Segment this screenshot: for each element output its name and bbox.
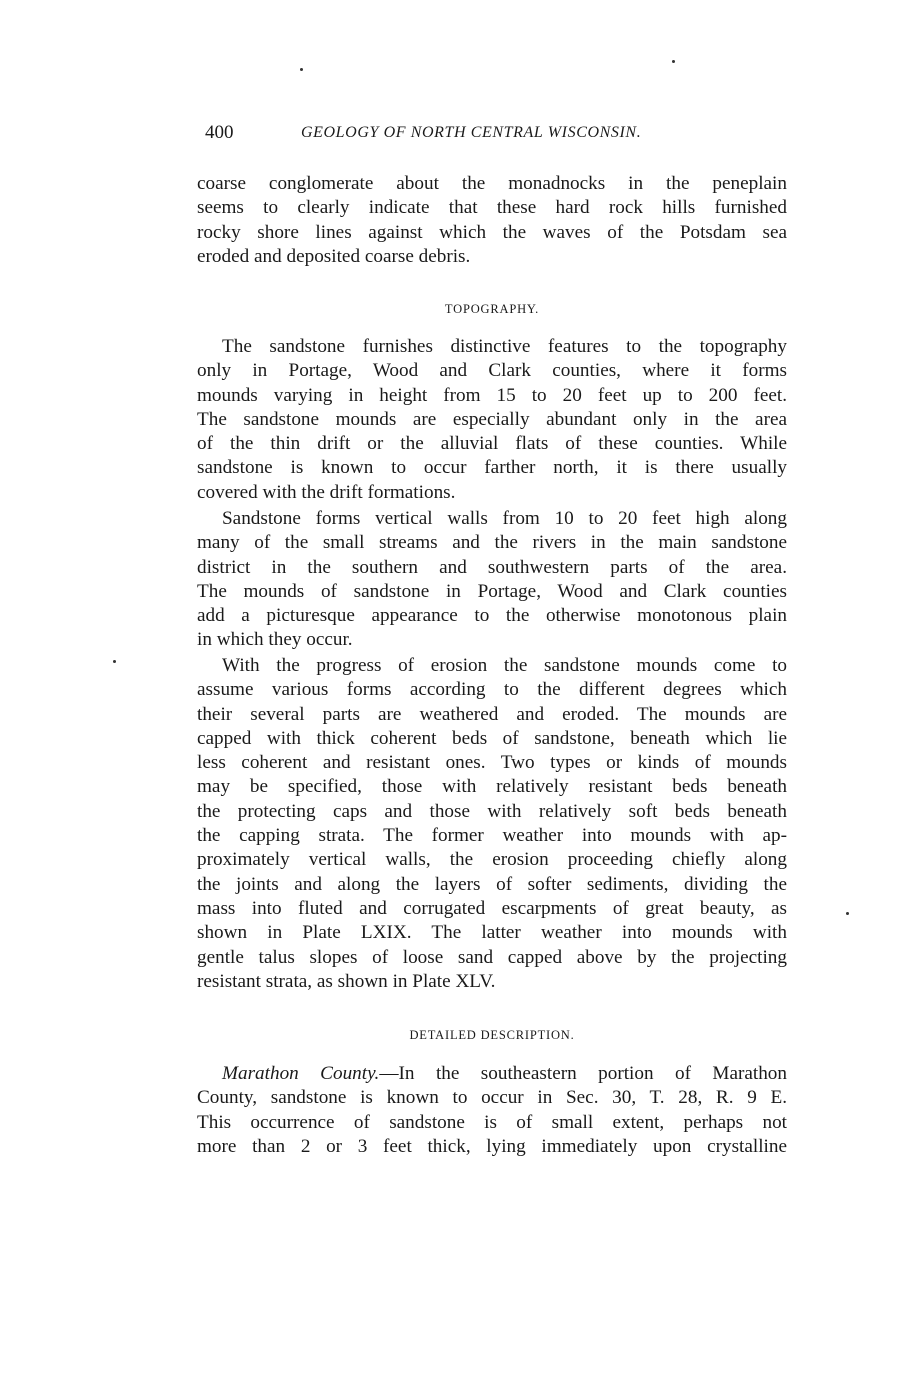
text-line: The sandstone furnishes distinctive features to the topography [222, 336, 787, 357]
page-header [205, 122, 785, 150]
paragraph-intro [197, 172, 787, 269]
text-line: This occurrence of sandstone is of small extent, perhaps not [197, 1111, 787, 1133]
text-line: covered with the drift formations. [197, 481, 456, 503]
text-line: more than 2 or 3 feet thick, lying immediately upon crystalline [197, 1135, 787, 1157]
text-line: sandstone is known to occur farther north, it is there usually [197, 457, 787, 479]
scan-speck [672, 60, 675, 63]
text-line: the capping strata. The former weather into mounds with ap- [197, 825, 787, 847]
text-line: shown in Plate LXIX. The latter weather into mounds with [197, 922, 787, 944]
text-line: their several parts are weathered and eroded. The mounds are [197, 703, 787, 725]
text-line: proximately vertical walls, the erosion proceeding chiefly along [197, 849, 787, 871]
running-title: GEOLOGY OF NORTH CENTRAL WISCONSIN. [301, 124, 642, 141]
text-line: mounds varying in height from 15 to 20 feet up to 200 feet. [197, 384, 787, 406]
text-line: assume various forms according to the different degrees which [197, 679, 787, 701]
paragraph-topography-1 [197, 335, 787, 505]
text-line: resistant strata, as shown in Plate XLV. [197, 970, 496, 992]
text-line: add a picturesque appearance to the otherwise monotonous plain [197, 605, 787, 627]
text-line: seems to clearly indicate that these hard rock hills furnished [197, 197, 787, 219]
section-heading-detailed-description: DETAILED DESCRIPTION. [409, 1028, 575, 1042]
text-line: The sandstone mounds are especially abundant only in the area [197, 408, 787, 430]
text-line [197, 1062, 787, 1086]
paragraph-topography-3 [197, 654, 787, 994]
text-line: less coherent and resistant ones. Two types or kinds of mounds [197, 752, 787, 774]
county-name: Marathon County. [222, 1063, 380, 1084]
text-line: With the progress of erosion the sandstone mounds come to [222, 655, 787, 676]
paragraph-topography-2 [197, 507, 787, 653]
text-line: County, sandstone is known to occur in Sec. 30, T. 28, R. 9 E. [197, 1087, 787, 1109]
page-number: 400 [205, 122, 234, 143]
text-line: the joints and along the layers of softer sediments, dividing the [197, 873, 787, 895]
text-line: Sandstone forms vertical walls from 10 to 20 feet high along [222, 508, 787, 529]
text-line: The mounds of sandstone in Portage, Wood and Clark counties [197, 580, 787, 602]
text-line: eroded and deposited coarse debris. [197, 245, 471, 267]
text-line: coarse conglomerate about the monadnocks in the peneplain [197, 173, 787, 194]
text-line: mass into fluted and corrugated escarpments of great beauty, as [197, 897, 787, 919]
text-line: of the thin drift or the alluvial flats of these counties. While [197, 433, 787, 455]
scan-speck [846, 912, 849, 915]
text-line: in which they occur. [197, 629, 353, 651]
text-run: —In the southeastern portion of Marathon [379, 1063, 787, 1084]
scan-speck [113, 660, 116, 663]
scan-speck [300, 68, 303, 71]
text-line: rocky shore lines against which the waves of the Potsdam sea [197, 221, 787, 243]
text-line: gentle talus slopes of loose sand capped above by the projecting [197, 946, 787, 968]
text-line: may be specified, those with relatively resistant beds beneath [197, 776, 787, 798]
text-line: capped with thick coherent beds of sandstone, beneath which lie [197, 727, 787, 749]
text-line: district in the southern and southwestern parts of the area. [197, 556, 787, 578]
text-line: many of the small streams and the rivers in the main sandstone [197, 532, 787, 554]
section-heading-topography: TOPOGRAPHY. [444, 302, 540, 316]
text-line: only in Portage, Wood and Clark counties, where it forms [197, 360, 787, 382]
text-line: the protecting caps and those with relatively soft beds beneath [197, 800, 787, 822]
paragraph-detailed-1 [197, 1062, 787, 1159]
